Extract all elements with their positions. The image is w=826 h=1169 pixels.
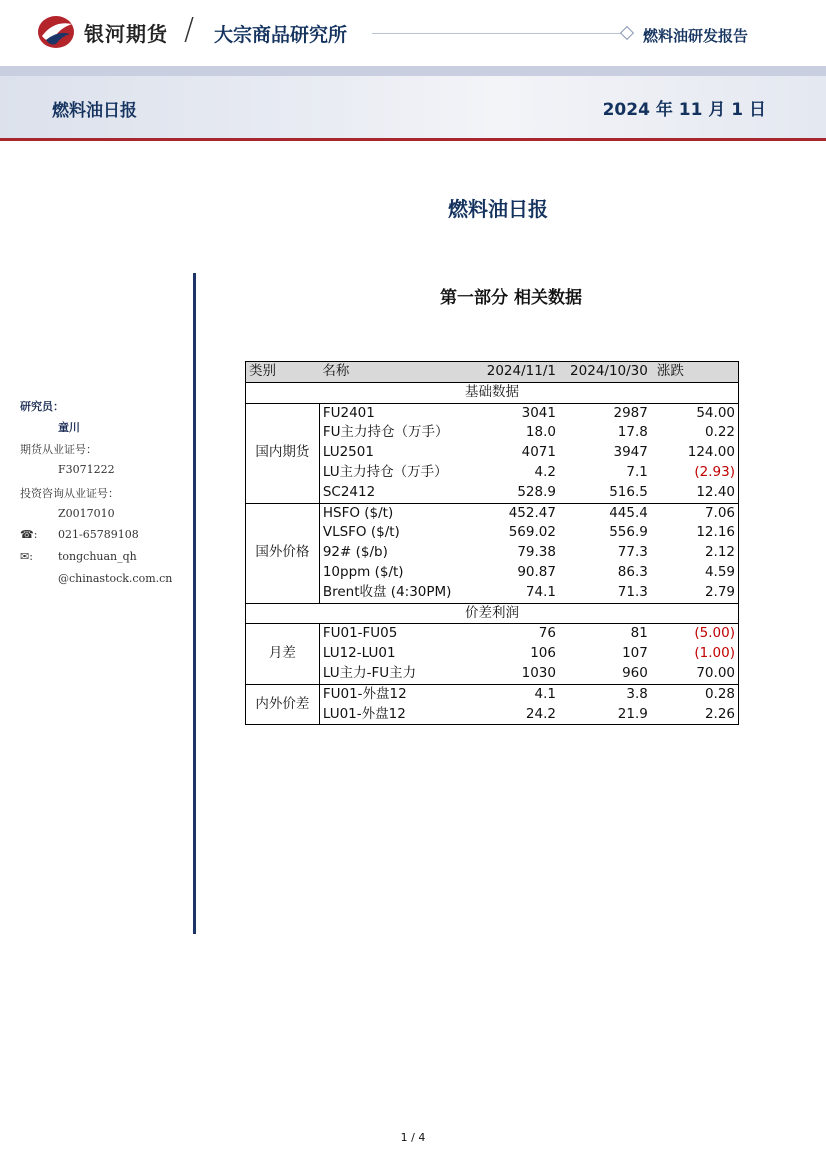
table-row [246,583,739,603]
row-value-2: 960 [622,664,648,681]
table-row [246,644,739,664]
row-name: 10ppm ($/t) [322,563,404,580]
table-row [246,463,739,483]
row-change: 2.26 [651,705,739,725]
row-name: LU2501 [322,444,374,461]
table-row [246,664,739,684]
consult-cert-label: 投资咨询从业证号： [20,487,119,500]
row-value-2: 71.3 [617,583,648,600]
header-date-2: 2024/10/30 [559,362,651,383]
row-name: Brent收盘 (4:30PM) [322,583,452,600]
phone-number: 021-65789108 [58,528,139,541]
futures-cert-label: 期货从业证号： [20,443,97,456]
header-name: 名称 [319,362,469,383]
section-row-spread [246,603,739,624]
futures-cert: F3071222 [58,463,115,476]
page-number: 1 / 4 [400,1131,426,1144]
group-inout: 内外价差 [246,684,320,725]
row-change: 54.00 [651,403,739,423]
row-change: 124.00 [651,443,739,463]
row-change: (2.93) [651,463,739,483]
table-row [246,523,739,543]
group-domestic: 国内期货 [246,403,320,503]
row-change: 12.16 [651,523,739,543]
row-name: LU主力持仓（万手） [322,463,448,480]
row-value-1: 24.2 [469,705,559,725]
table-row [246,705,739,725]
row-value-2: 77.3 [617,544,648,561]
row-value-2: 516.5 [609,483,648,500]
row-change: 0.28 [651,684,739,704]
row-value-2: 556.9 [609,524,648,541]
row-value-1: 76 [469,624,559,644]
row-change: (1.00) [651,644,739,664]
table-row [246,423,739,443]
row-change: 2.12 [651,543,739,563]
table-row [246,543,739,563]
galaxy-logo-icon [36,14,76,50]
table-row [246,624,739,644]
section-basic-label: 基础数据 [246,382,739,403]
email-icon: ✉: [20,550,33,563]
row-name: FU主力持仓（万手） [322,424,449,441]
section-title: 第一部分 相关数据 [440,288,582,308]
row-value-1: 79.38 [517,544,556,561]
row-value-2: 7.1 [626,463,648,480]
banner-accent-line [0,138,826,141]
institute-name: 大宗商品研究所 [214,24,348,46]
row-value-2: 2987 [559,403,651,423]
row-change: 70.00 [651,664,739,684]
row-name: 92# ($/b) [322,544,388,561]
document-title: 燃料油日报 [448,197,548,221]
row-value-2: 21.9 [559,705,651,725]
row-value-2: 3.8 [559,684,651,704]
section-spread-label: 价差利润 [246,603,739,624]
researcher-label: 研究员： [20,400,64,413]
row-value-1: 452.47 [469,503,559,523]
header-stripe [0,66,826,76]
diamond-icon [620,26,634,40]
row-value-1: 1030 [521,664,556,681]
row-value-1: 18.0 [525,424,556,441]
row-change: 12.40 [651,483,739,503]
row-name: FU2401 [319,403,469,423]
report-type: 燃料油研发报告 [643,27,749,45]
table-row [246,483,739,503]
row-value-1: 569.02 [508,524,556,541]
row-name: LU12-LU01 [322,645,396,662]
row-name: LU01-外盘12 [319,705,469,725]
row-name: FU01-外盘12 [319,684,469,704]
consult-cert: Z0017010 [58,507,115,520]
group-monthly: 月差 [246,624,320,684]
row-value-1: 528.9 [517,483,556,500]
row-change: 2.79 [651,583,739,603]
row-value-2: 81 [559,624,651,644]
report-date: 2024 年 11 月 1 日 [602,100,766,120]
row-value-2: 86.3 [617,563,648,580]
email-line-2: @chinastock.com.cn [58,572,173,585]
row-name: VLSFO ($/t) [322,524,400,541]
table-row [246,684,739,704]
header-change: 涨跌 [651,362,739,383]
row-value-2: 3947 [613,444,648,461]
row-value-1: 4.1 [469,684,559,704]
row-value-1: 4.2 [534,463,556,480]
phone-icon: ☎: [20,528,38,541]
banner-title: 燃料油日报 [52,101,137,121]
page-header [0,0,826,70]
sidebar-divider [193,273,196,934]
row-name: FU01-FU05 [319,624,469,644]
header-divider: / [184,12,195,47]
table-header-row [246,362,739,383]
researcher-name: 童川 [58,421,80,434]
row-name: HSFO ($/t) [319,503,469,523]
header-date-1: 2024/11/1 [469,362,559,383]
table-row [246,403,739,423]
row-change: (5.00) [651,624,739,644]
header-category: 类别 [246,362,320,383]
brand-name: 银河期货 [84,22,168,46]
email-line-1: tongchuan_qh [58,550,137,563]
table-row [246,503,739,523]
header-rule [372,33,622,34]
row-change: 4.59 [651,563,739,583]
group-foreign: 国外价格 [246,503,320,603]
row-change: 0.22 [651,423,739,443]
row-value-2: 445.4 [559,503,651,523]
table-row [246,443,739,463]
row-name: LU主力-FU主力 [322,664,417,681]
section-row-basic [246,382,739,403]
row-change: 7.06 [651,503,739,523]
row-value-1: 106 [530,645,556,662]
row-value-1: 3041 [469,403,559,423]
row-value-2: 17.8 [617,424,648,441]
row-value-1: 4071 [521,444,556,461]
fuel-oil-data-table [245,361,739,725]
table-row [246,563,739,583]
row-value-2: 107 [622,645,648,662]
row-value-1: 90.87 [517,563,556,580]
row-value-1: 74.1 [525,583,556,600]
row-name: SC2412 [322,483,376,500]
